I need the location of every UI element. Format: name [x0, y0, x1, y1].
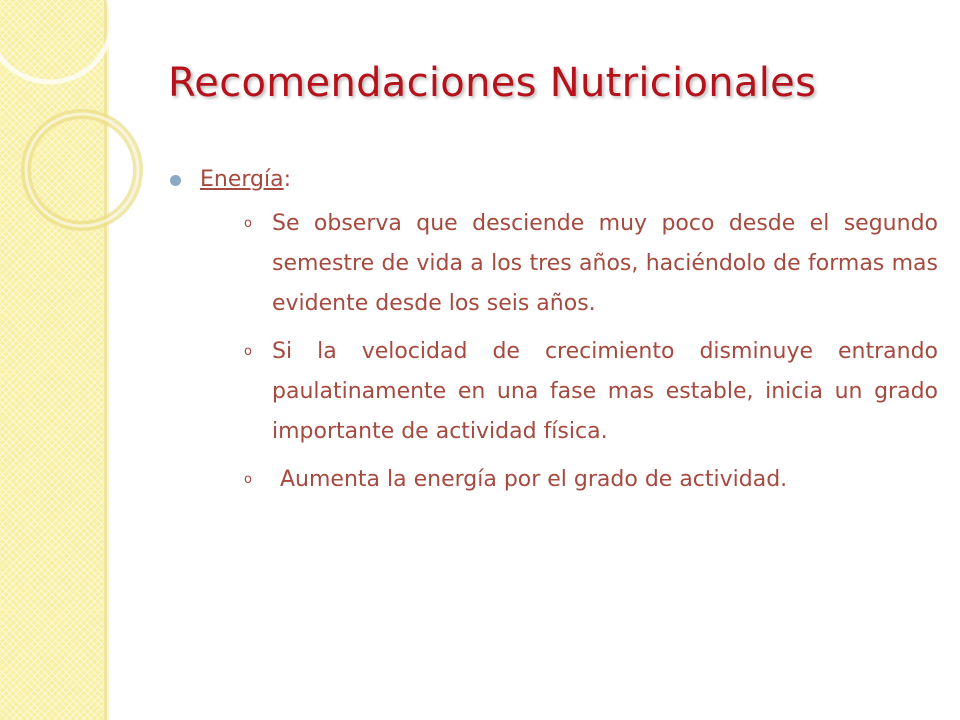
sub-bullet-text: Si la velocidad de crecimiento disminuye entrando paulatinamente en una fase mas estable, inicia un grado importante de actividad física. [272, 339, 938, 444]
bullet-item-energia [170, 160, 938, 200]
sub-bullet-item [170, 460, 938, 500]
sub-bullet-item [170, 332, 938, 452]
sub-bullet-text: Aumenta la energía por el grado de actividad. [280, 467, 788, 492]
slide-content [170, 160, 938, 508]
sub-bullet-item [170, 204, 938, 324]
slide-title: Recomendaciones Nutricionales [168, 60, 817, 106]
energia-link[interactable]: Energía [200, 167, 284, 192]
decorative-circle-middle-highlight [26, 114, 138, 226]
circle-bullet-icon: o [244, 344, 252, 359]
decorative-circle-top [0, 0, 112, 82]
circle-bullet-icon: o [244, 216, 252, 231]
bullet-suffix: : [283, 167, 292, 192]
circle-bullet-icon: o [244, 472, 252, 487]
decorative-circles [0, 0, 180, 260]
bullet-dot-icon [170, 175, 181, 186]
sub-bullet-list [170, 204, 938, 500]
sub-bullet-text: Se observa que desciende muy poco desde el segundo semestre de vida a los tres años, haciéndolo de formas mas evidente desde los seis años. [272, 211, 938, 316]
